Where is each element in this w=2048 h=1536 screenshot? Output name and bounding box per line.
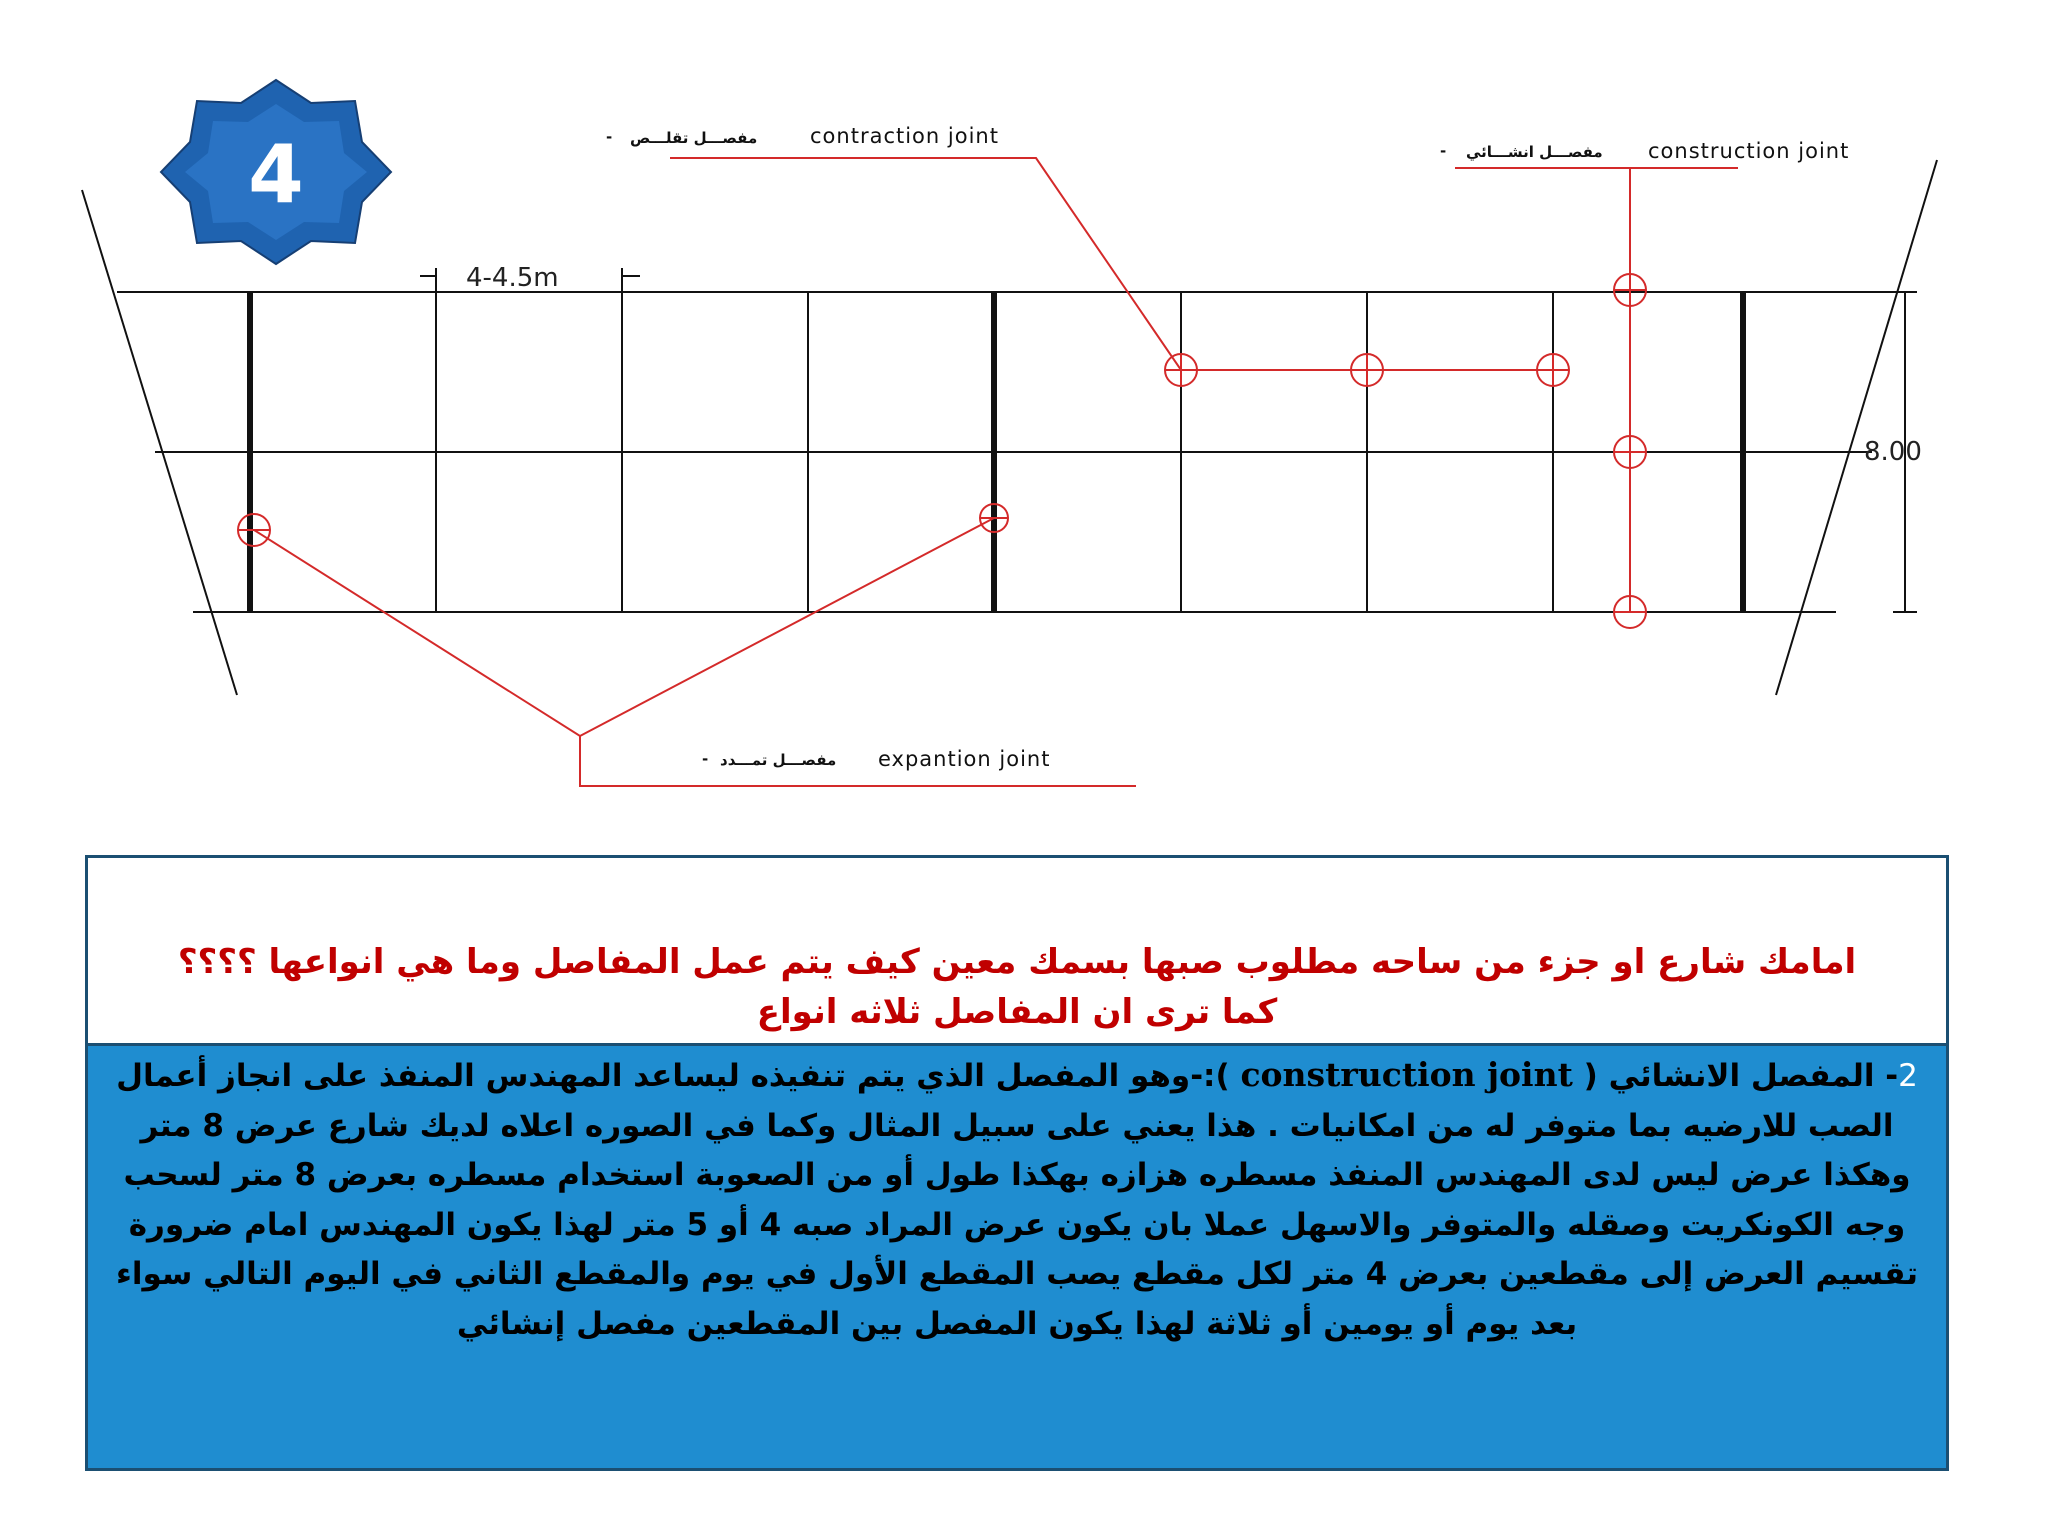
left-edge-line <box>82 190 237 695</box>
expansion-joint-label-en: expantion joint <box>878 747 1051 771</box>
expansion-joint-label-dash: - <box>702 750 709 768</box>
explanation-box <box>85 1043 1949 1471</box>
question-line-1: امامك شارع او جزء من ساحه مطلوب صبها بسمك معين كيف يتم عمل المفاصل وما هي انواعها ؟؟؟؟ <box>177 942 1857 982</box>
contraction-joint-label-dash: - <box>606 128 613 146</box>
item-body: ):-وهو المفصل الذي يتم تنفيذه ليساعد المهندس المنفذ على انجاز أعمال الصب للارضيه بما متوفر له من امكانيات . هذا يعني على سبيل المثال وكما في الصوره اعلاه لديك شارع عرض 8 متر وهكذا عرض ليس لدى المهندس المنفذ مسطره هزازه بهكذا طول أو من الصعوبة استخدام مسطره بعرض 8 متر لسحب وجه الكونكريت وصقله والمتوفر والاسهل عملا بان يكون عرض المراد صبه 4 أو 5 متر لهذا يكون المهندس امام ضرورة تقسيم العرض إلى مقطعين بعرض 4 متر لكل مقطع يصب المقطع الأول في يوم والمقطع الثاني في اليوم التالي سواء بعد يوم أو يومين أو ثلاثة لهذا يكون المفصل بين المقطعين مفصل إنشائي <box>115 1058 1919 1342</box>
construction-joint-label-en: construction joint <box>1648 139 1850 163</box>
construction-joint-label-dash: - <box>1440 142 1447 160</box>
expansion-joint-label-ar: مفصـــل تمـــدد <box>720 751 837 769</box>
question-box <box>85 855 1949 1043</box>
item-term: construction joint <box>1240 1055 1573 1094</box>
slide-number-badge <box>161 80 391 264</box>
construction-joint-leader <box>1455 168 1738 628</box>
expansion-joint-leader <box>238 504 1136 786</box>
contraction-joint-label-ar: مفصـــل تقلـــص <box>630 129 758 147</box>
item-heading: - المفصل الانشائي ( <box>1583 1058 1899 1094</box>
right-edge-line <box>1776 160 1937 695</box>
contraction-joint-leader <box>670 158 1569 386</box>
construction-joint-label-ar: مفصـــل انشـــائي <box>1466 143 1603 161</box>
contraction-joint-label-en: contraction joint <box>810 124 999 148</box>
slide-number: 4 <box>248 128 304 221</box>
item-number: 2 <box>1898 1058 1918 1094</box>
question-line-2: كما ترى ان المفاصل ثلاثه انواع <box>756 992 1278 1032</box>
width-dimension-label: 8.00 <box>1864 437 1922 467</box>
spacing-dimension-label: 4-4.5m <box>466 263 559 293</box>
